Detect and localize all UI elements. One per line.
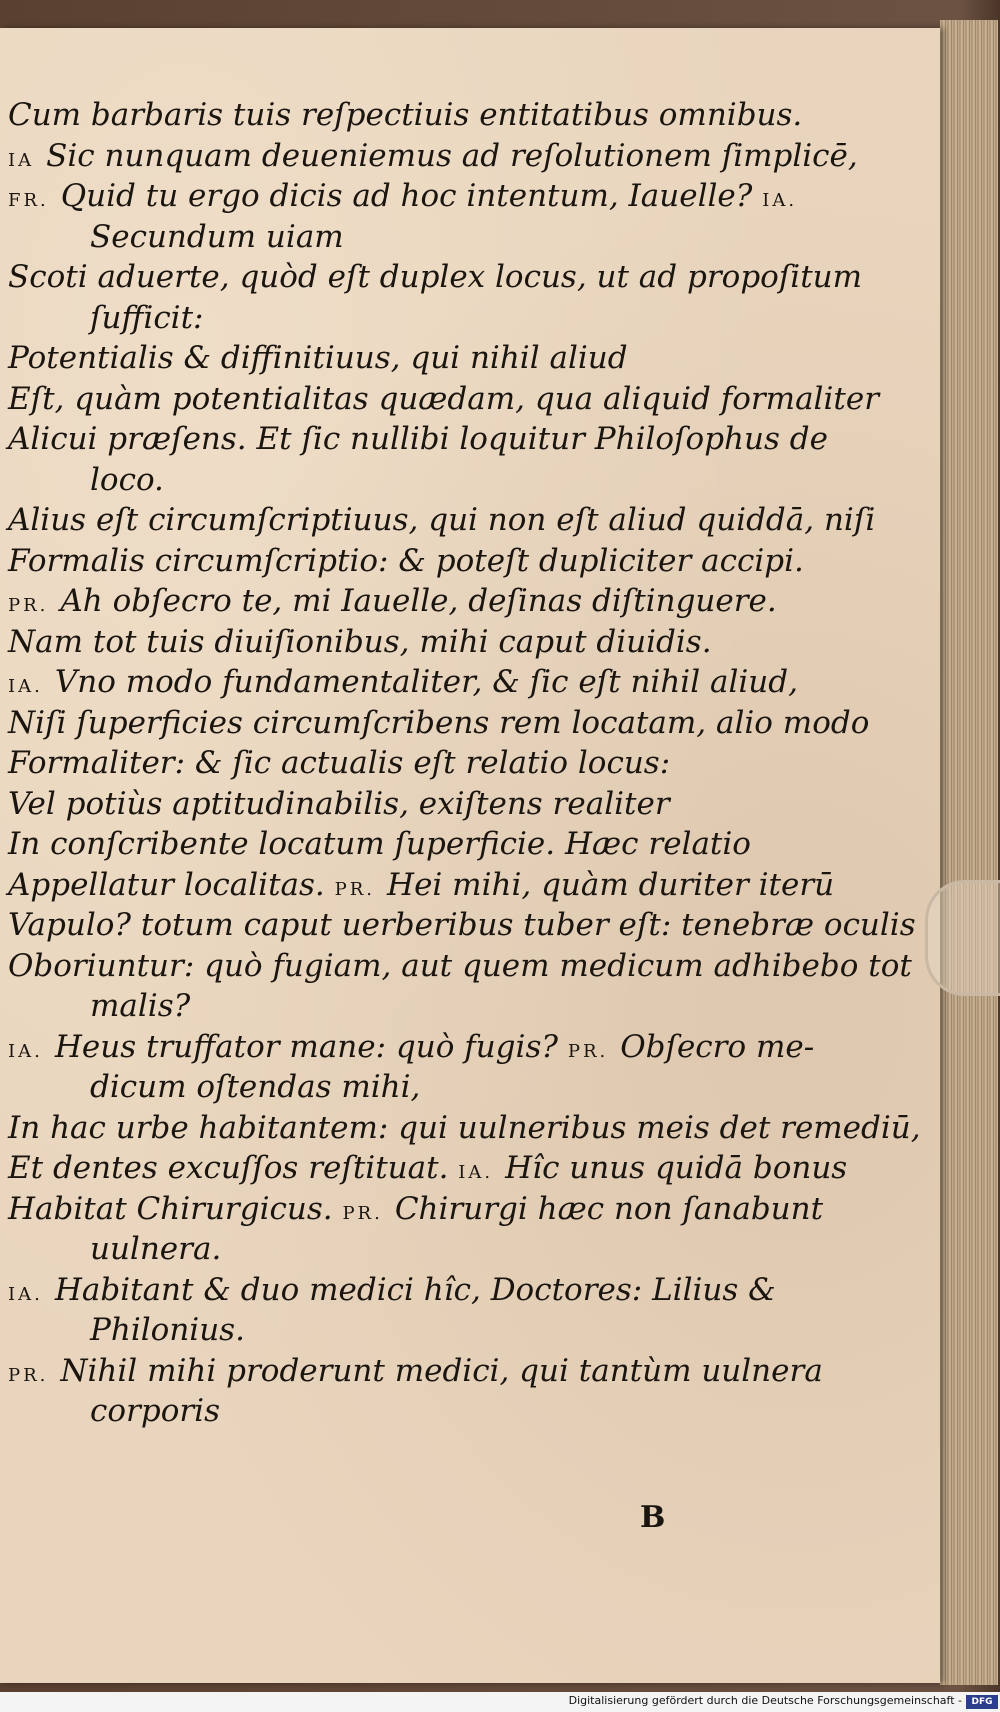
text-line [8, 865, 908, 906]
line-text: Et dentes excuſſos reſtituat. [8, 1150, 459, 1186]
line-text: Philonius. [90, 1312, 245, 1348]
line-text: Secundum uiam [90, 218, 344, 255]
line-text: Chirurgi hæc non ſanabunt [394, 1190, 824, 1227]
speaker-label: PR. [8, 595, 49, 616]
text-line [8, 986, 908, 1027]
text-line [8, 1229, 908, 1270]
text-line [8, 1391, 908, 1432]
text-line [8, 136, 908, 177]
text-line [8, 500, 908, 541]
signature-mark: B [640, 1500, 666, 1535]
text-line [8, 581, 908, 622]
text-line [8, 784, 908, 825]
text-line [8, 1027, 908, 1068]
line-text: In hac urbe habitantem: qui uulneribus meis det remediū, [8, 1109, 921, 1146]
text-line [8, 703, 908, 744]
text-line [8, 743, 908, 784]
line-text: Scoti aduerte, quòd eſt duplex locus, ut ad propoſitum [8, 259, 863, 295]
line-text: Nihil mihi proderunt medici, qui tantùm uulnera [60, 1352, 823, 1389]
speaker-label: IA. [8, 1283, 43, 1305]
speaker-label: IA. [458, 1162, 494, 1183]
speaker-label: IA [8, 149, 35, 171]
text-line [8, 176, 908, 217]
line-text: Appellatur localitas. [8, 866, 335, 903]
line-text: Potentialis & diffinitiuus, qui nihil aliud [8, 340, 628, 376]
line-text: Alicui præſens. Et ſic nullibi loquitur Philoſophus de [8, 421, 828, 457]
text-line [8, 217, 908, 258]
line-text: Sic nunquam deueniemus ad reſolutionem ſimplicē, [46, 137, 858, 174]
text-line [8, 257, 908, 298]
text-line [8, 1148, 908, 1189]
line-text: Vapulo? totum caput uerberibus tuber eſt: tenebræ oculis [8, 907, 916, 943]
speaker-label: FR. [8, 190, 49, 211]
text-line [8, 662, 908, 703]
dfg-logo: DFG [966, 1695, 998, 1709]
page-edges [940, 20, 998, 1685]
footer-credit: Digitalisierung gefördert durch die Deutsche Forschungsgemeinschaft - [568, 1694, 962, 1707]
speaker-label: IA. [8, 676, 43, 697]
text-line [8, 1310, 908, 1351]
line-text: Oboriuntur: quò fugiam, aut quem medicum adhibebo tot [8, 947, 912, 984]
line-text: Formalis circumſcriptio: & poteſt dupliciter accipi. [8, 542, 804, 579]
line-text: In conſcribente locatum ſuperficie. Hæc relatio [8, 826, 751, 862]
line-text: dicum oſtendas mihi, [90, 1069, 421, 1105]
line-text: Vno modo fundamentaliter, & ſic eſt nihil aliud, [54, 664, 798, 700]
line-text: Formaliter: & ſic actualis eſt relatio locus: [8, 745, 671, 781]
text-line [8, 1067, 908, 1108]
line-text: Hei mihi, quàm duriter iterū [387, 866, 835, 903]
text-line [8, 1189, 908, 1230]
text-line [8, 946, 912, 987]
text-line [8, 1351, 908, 1392]
speaker-label: PR. [342, 1202, 383, 1224]
line-text: Quid tu ergo dicis ad hoc intentum, Iauelle? [60, 178, 763, 214]
line-text: loco. [90, 461, 164, 498]
speaker-label: PR. [334, 878, 376, 900]
text-line [8, 338, 908, 379]
line-text: Habitat Chirurgicus. [8, 1190, 343, 1227]
line-text: Cum barbaris tuis reſpectiuis entitatibus omnibus. [8, 97, 803, 133]
text-line [8, 379, 908, 420]
line-text: Niſi ſuperficies circumſcribens rem locatam, alio modo [8, 704, 870, 741]
page-text [8, 95, 921, 1432]
line-text: Heus truffator mane: quò fugis? [54, 1028, 568, 1065]
line-text: Obſecro me- [620, 1028, 815, 1065]
line-text: Nam tot tuis diuiſionibus, mihi caput diuidis. [8, 623, 712, 660]
text-line [8, 298, 908, 339]
text-line [8, 419, 908, 460]
speaker-label: IA. [762, 190, 798, 211]
text-line [8, 905, 916, 946]
line-text: Eſt, quàm potentialitas quædam, qua aliquid formaliter [8, 380, 880, 417]
text-line [8, 541, 908, 582]
text-line [8, 824, 908, 865]
line-text: corporis [90, 1393, 220, 1429]
line-text: malis? [90, 988, 191, 1024]
line-text: Hîc unus quidā bonus [505, 1150, 848, 1186]
speaker-label: IA. [8, 1040, 43, 1062]
page-clip [925, 880, 1000, 996]
text-line [8, 622, 908, 663]
text-line [8, 1108, 921, 1149]
speaker-label: PR. [8, 1364, 49, 1386]
text-line [8, 1270, 908, 1311]
line-text: Vel potiùs aptitudinabilis, exiſtens realiter [8, 785, 670, 822]
line-text: Alius eſt circumſcriptiuus, qui non eſt aliud quiddā, niſi [8, 502, 876, 538]
line-text: Ah obſecro te, mi Iauelle, deſinas diſtinguere. [60, 583, 777, 619]
text-line [8, 460, 908, 501]
text-line [8, 95, 908, 136]
line-text: Habitant & duo medici hîc, Doctores: Lilius & [54, 1271, 776, 1308]
line-text: uulnera. [90, 1231, 222, 1267]
speaker-label: PR. [567, 1040, 609, 1062]
line-text: ſufficit: [90, 299, 204, 336]
